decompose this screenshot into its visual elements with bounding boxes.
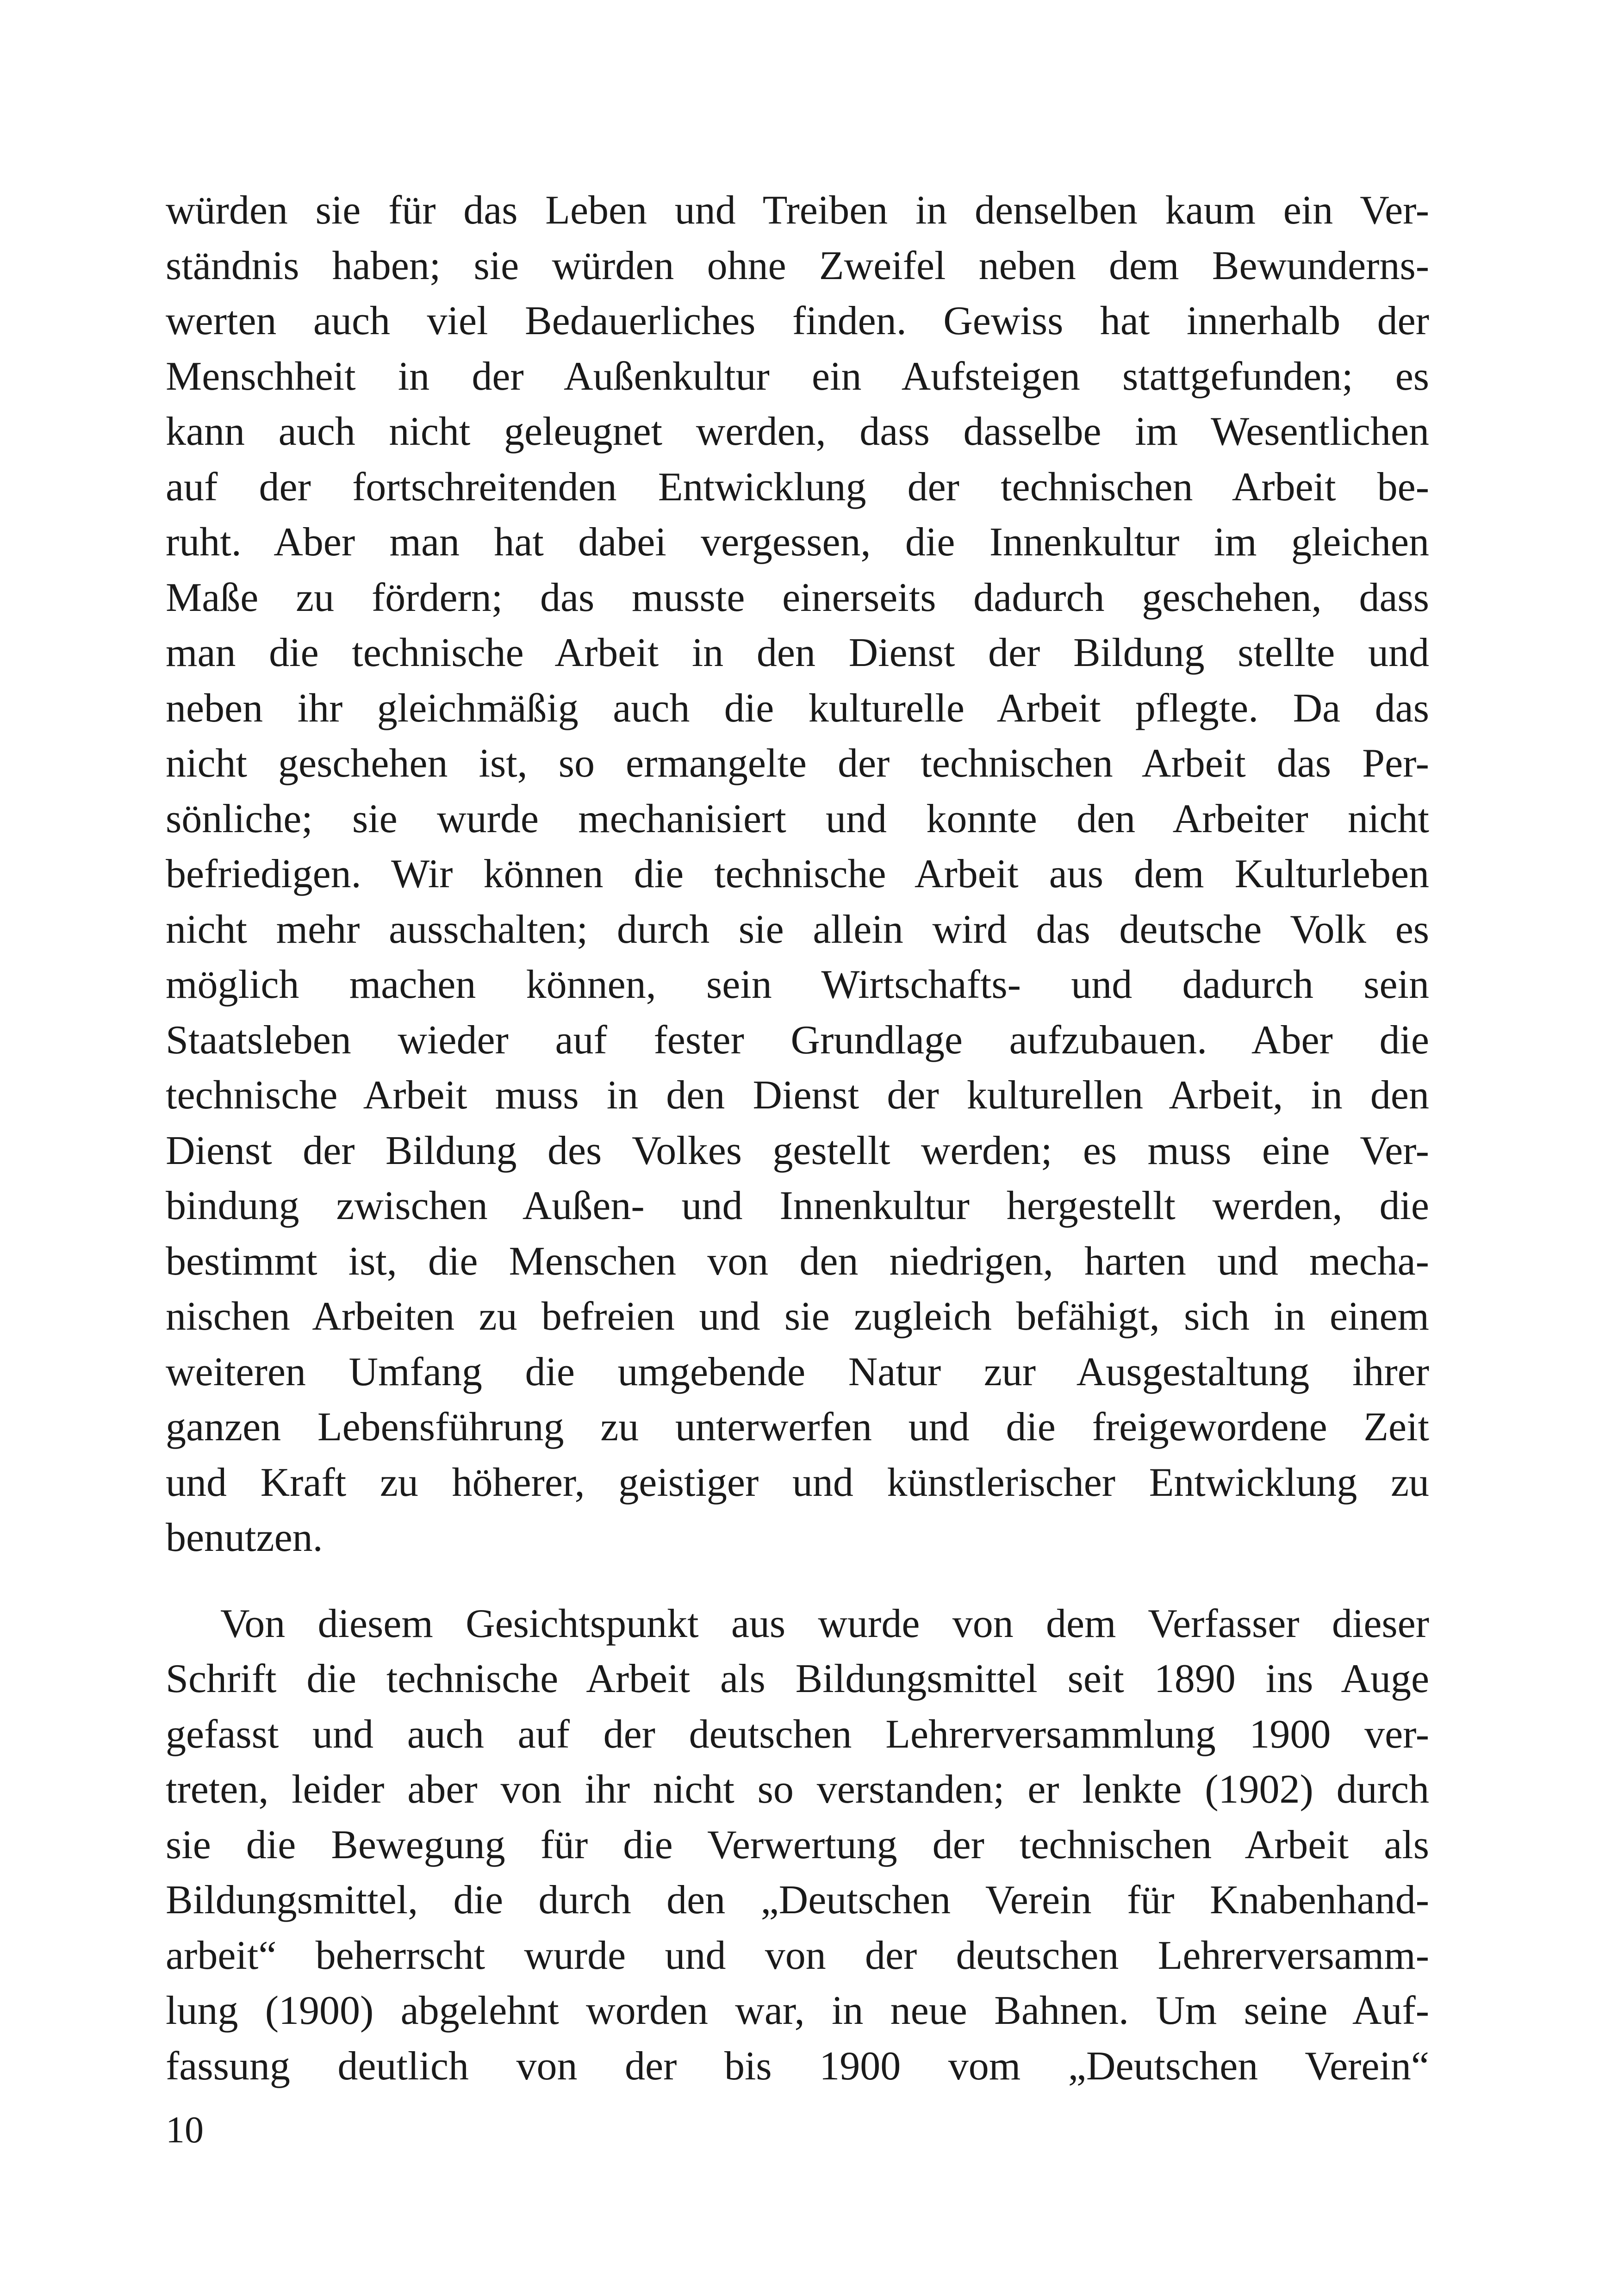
text-line: Dienst der Bildung des Volkes gestellt werden; es muss eine Ver-: [166, 1128, 1429, 1173]
text-line: und Kraft zu höherer, geistiger und künstlerischer Entwicklung zu: [166, 1460, 1429, 1505]
text-line: sie die Bewegung für die Verwertung der technischen Arbeit als: [166, 1822, 1429, 1867]
text-line: arbeit“ beherrscht wurde und von der deutschen Lehrerversamm-: [166, 1933, 1429, 1978]
text-line: weiteren Umfang die umgebende Natur zur Ausgestaltung ihrer: [166, 1349, 1429, 1394]
text-line: Maße zu fördern; das musste einerseits dadurch geschehen, dass: [166, 575, 1429, 620]
text-line: benutzen.: [166, 1515, 323, 1560]
text-line: bestimmt ist, die Menschen von den niedrigen, harten und mecha-: [166, 1238, 1429, 1284]
text-line: nicht geschehen ist, so ermangelte der technischen Arbeit das Per-: [166, 741, 1429, 786]
text-line: Schrift die technische Arbeit als Bildungsmittel seit 1890 ins Auge: [166, 1656, 1429, 1701]
text-line: befriedigen. Wir können die technische Arbeit aus dem Kulturleben: [166, 852, 1429, 896]
text-line: sönliche; sie wurde mechanisiert und konnte den Arbeiter nicht: [166, 796, 1429, 841]
text-line: kann auch nicht geleugnet werden, dass dasselbe im Wesentlichen: [166, 409, 1429, 454]
text-line: werten auch viel Bedauerliches finden. Gewiss hat innerhalb der: [166, 299, 1429, 343]
text-line: Staatsleben wieder auf fester Grundlage aufzubauen. Aber die: [166, 1017, 1429, 1063]
text-line: man die technische Arbeit in den Dienst der Bildung stellte und: [166, 630, 1429, 675]
paragraph-spacer: [166, 1566, 1429, 1596]
text-line: nischen Arbeiten zu befreien und sie zugleich befähigt, sich in einem: [166, 1294, 1429, 1339]
text-line: gefasst und auch auf der deutschen Lehrerversammlung 1900 ver-: [166, 1711, 1429, 1757]
text-line: würden sie für das Leben und Treiben in denselben kaum ein Ver-: [166, 188, 1429, 233]
text-line: ruht. Aber man hat dabei vergessen, die Innenkultur im gleichen: [166, 520, 1429, 565]
text-line: ständnis haben; sie würden ohne Zweifel neben dem Bewunderns-: [166, 243, 1429, 288]
text-line: Bildungsmittel, die durch den „Deutschen Verein für Knabenhand-: [166, 1878, 1429, 1923]
text-line: lung (1900) abgelehnt worden war, in neue Bahnen. Um seine Auf-: [166, 1988, 1429, 2033]
body-text: [166, 183, 1429, 2094]
paragraph-1: [166, 183, 1429, 1566]
text-line: nicht mehr ausschalten; durch sie allein wird das deutsche Volk es: [166, 907, 1429, 952]
text-line: technische Arbeit muss in den Dienst der kulturellen Arbeit, in den: [166, 1073, 1429, 1118]
text-line: auf der fortschreitenden Entwicklung der technischen Arbeit be-: [166, 464, 1429, 510]
text-line: möglich machen können, sein Wirtschafts- und dadurch sein: [166, 962, 1429, 1007]
text-line: Von diesem Gesichtspunkt aus wurde von dem Verfasser dieser: [220, 1601, 1429, 1646]
text-line: neben ihr gleichmäßig auch die kulturelle Arbeit pflegte. Da das: [166, 685, 1429, 731]
paragraph-2: [166, 1596, 1429, 2094]
text-line: ganzen Lebensführung zu unterwerfen und die freigewordene Zeit: [166, 1405, 1429, 1450]
page-number: 10: [166, 2109, 204, 2151]
text-line: treten, leider aber von ihr nicht so verstanden; er lenkte (1902) durch: [166, 1767, 1429, 1812]
text-line: Menschheit in der Außenkultur ein Aufsteigen stattgefunden; es: [166, 354, 1429, 399]
text-line: bindung zwischen Außen- und Innenkultur hergestellt werden, die: [166, 1183, 1429, 1228]
text-line: fassung deutlich von der bis 1900 vom „Deutschen Verein“: [166, 2043, 1429, 2089]
